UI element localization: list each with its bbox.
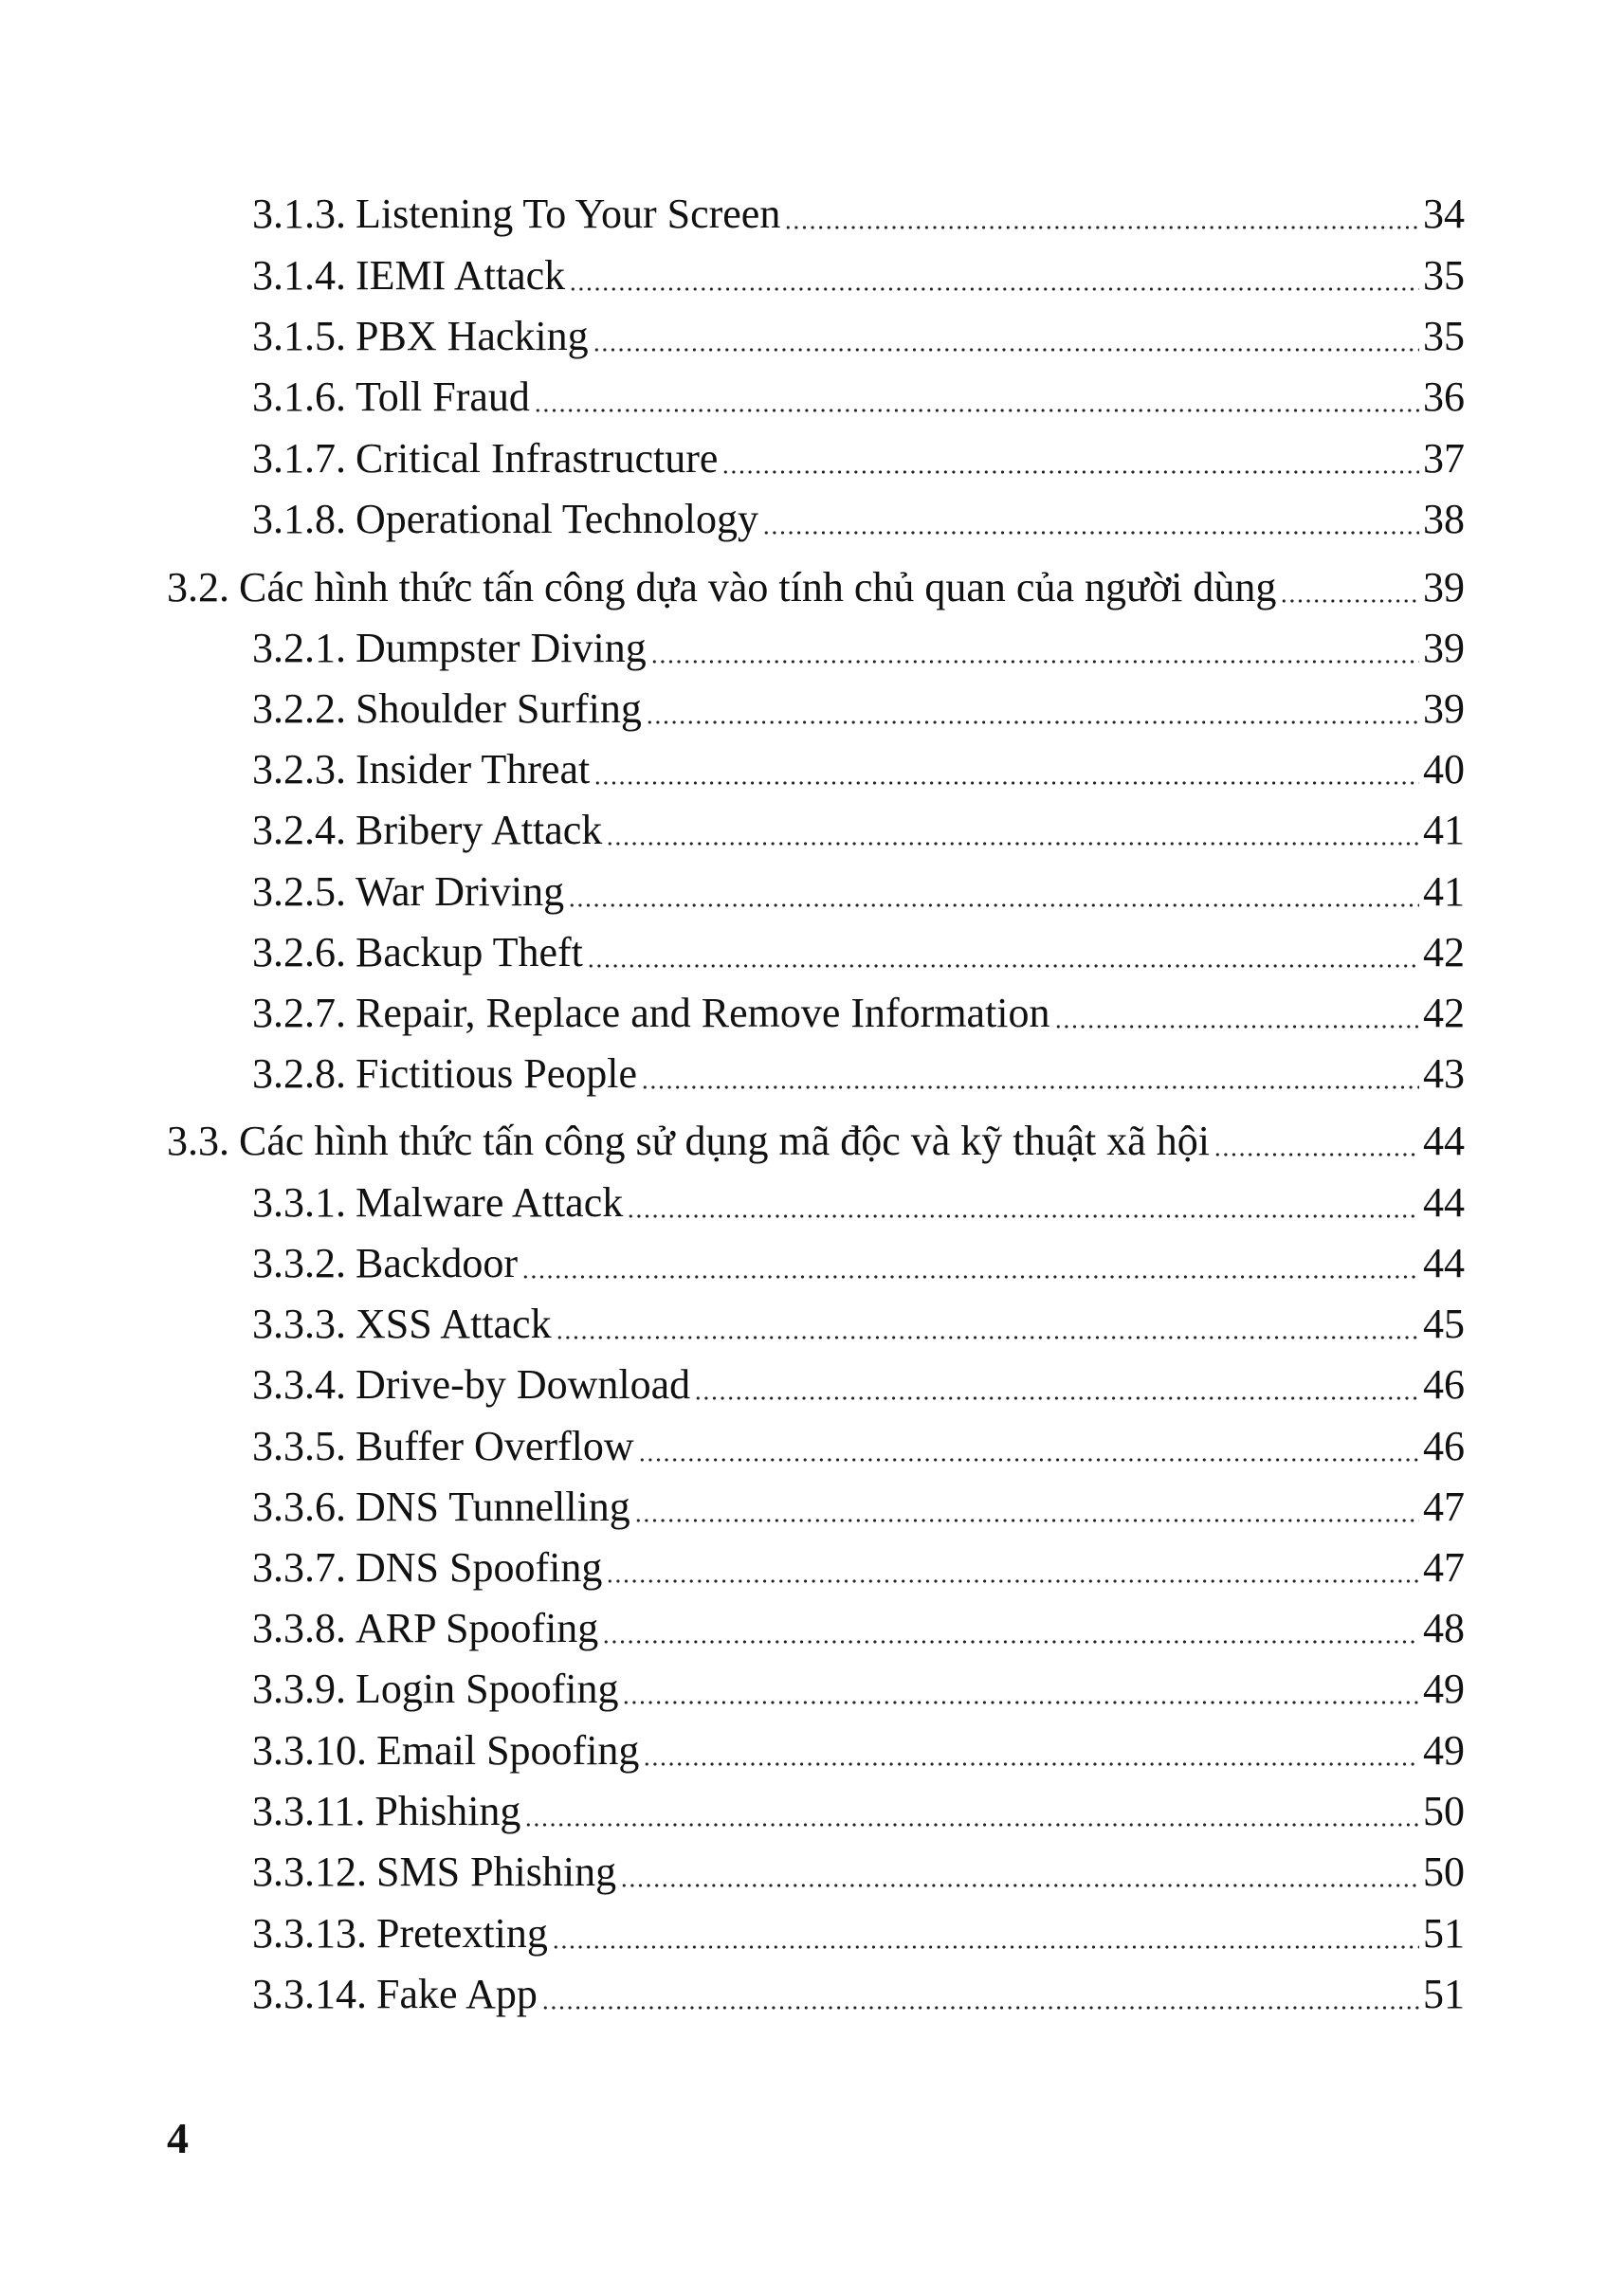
toc-section-entry bbox=[167, 1113, 1465, 1170]
toc-entry-title: DNS Spoofing bbox=[356, 1544, 603, 1591]
toc-entry-page: 39 bbox=[1423, 685, 1465, 732]
toc-entry-page: 39 bbox=[1423, 564, 1465, 610]
toc-dot-leader bbox=[521, 1275, 1419, 1279]
toc-subsection-entry bbox=[252, 186, 1465, 243]
toc-entry-title: Phishing bbox=[374, 1788, 521, 1834]
toc-dot-leader bbox=[646, 720, 1419, 724]
toc-entry-number: 3.3. bbox=[167, 1118, 229, 1164]
toc-entry-page: 42 bbox=[1423, 929, 1465, 975]
toc-entry-page: 46 bbox=[1423, 1423, 1465, 1469]
toc-entry-title: Buffer Overflow bbox=[356, 1423, 634, 1469]
toc-entry-number: 3.2. bbox=[167, 564, 229, 610]
toc-entry-title: Các hình thức tấn công sử dụng mã độc và kỹ thuật xã hội bbox=[239, 1118, 1211, 1164]
toc-subsection-entry bbox=[252, 369, 1465, 426]
toc-entry-number: 3.2.4. bbox=[252, 807, 346, 853]
toc-subsection-entry bbox=[252, 1539, 1465, 1596]
toc-dot-leader bbox=[593, 781, 1419, 785]
toc-dot-leader bbox=[534, 409, 1419, 412]
toc-entry-number: 3.3.5. bbox=[252, 1423, 346, 1469]
toc-entry-page: 35 bbox=[1423, 313, 1465, 359]
toc-subsection-entry bbox=[252, 1783, 1465, 1840]
toc-entry-title: Các hình thức tấn công dựa vào tính chủ quan của người dùng bbox=[239, 564, 1277, 610]
toc-entry-page: 50 bbox=[1423, 1788, 1465, 1834]
toc-entry-page: 47 bbox=[1423, 1544, 1465, 1591]
toc-dot-leader bbox=[1280, 599, 1419, 603]
toc-subsection-entry bbox=[252, 1046, 1465, 1102]
toc-dot-leader bbox=[641, 1085, 1419, 1089]
toc-entry-title: Repair, Replace and Remove Information bbox=[356, 990, 1050, 1036]
toc-entry-number: 3.2.2. bbox=[252, 685, 346, 732]
page-number: 4 bbox=[167, 2114, 189, 2162]
toc-dot-leader bbox=[694, 1396, 1419, 1400]
toc-entry-number: 3.3.3. bbox=[252, 1301, 346, 1347]
toc-entry-number: 3.3.9. bbox=[252, 1666, 346, 1712]
toc-entry-title: Fake App bbox=[376, 1971, 538, 2017]
toc-dot-leader bbox=[602, 1640, 1419, 1644]
toc-entry-title: Malware Attack bbox=[356, 1179, 624, 1226]
toc-entry-number: 3.1.8. bbox=[252, 496, 346, 542]
toc-dot-leader bbox=[524, 1823, 1419, 1827]
toc-entry-title: PBX Hacking bbox=[356, 313, 589, 359]
toc-entry-title: Insider Threat bbox=[356, 746, 591, 792]
toc-subsection-entry bbox=[252, 741, 1465, 798]
toc-section-entry bbox=[167, 559, 1465, 616]
toc-entry-number: 3.1.5. bbox=[252, 313, 346, 359]
toc-entry-number: 3.1.3. bbox=[252, 191, 346, 237]
toc-dot-leader bbox=[627, 1214, 1419, 1218]
toc-subsection-entry bbox=[252, 1844, 1465, 1901]
toc-entry-page: 48 bbox=[1423, 1605, 1465, 1651]
toc-dot-leader bbox=[634, 1519, 1419, 1522]
toc-entry-number: 3.1.7. bbox=[252, 435, 346, 482]
toc-entry-number: 3.2.8. bbox=[252, 1050, 346, 1097]
toc-dot-leader bbox=[762, 531, 1419, 535]
toc-entry-title: Login Spoofing bbox=[356, 1666, 619, 1712]
toc-entry-title: Dumpster Diving bbox=[356, 625, 647, 671]
toc-entry-title: Backdoor bbox=[356, 1240, 519, 1286]
toc-entry-title: Pretexting bbox=[376, 1910, 548, 1957]
toc-entry-page: 37 bbox=[1423, 435, 1465, 482]
toc-entry-title: DNS Tunnelling bbox=[356, 1484, 630, 1530]
toc-dot-leader bbox=[569, 287, 1419, 291]
toc-entry-page: 50 bbox=[1423, 1849, 1465, 1895]
toc-entry-number: 3.2.6. bbox=[252, 929, 346, 975]
toc-dot-leader bbox=[643, 1762, 1419, 1766]
toc-subsection-entry bbox=[252, 681, 1465, 738]
toc-entry-number: 3.3.11. bbox=[252, 1788, 366, 1834]
toc-dot-leader bbox=[784, 226, 1419, 229]
toc-subsection-entry bbox=[252, 1661, 1465, 1718]
toc-entry-number: 3.2.5. bbox=[252, 868, 346, 915]
toc-dot-leader bbox=[650, 660, 1419, 664]
toc-entry-number: 3.3.10. bbox=[252, 1727, 367, 1774]
toc-entry-title: Critical Infrastructure bbox=[356, 435, 719, 482]
toc-entry-page: 35 bbox=[1423, 252, 1465, 299]
toc-entry-page: 41 bbox=[1423, 868, 1465, 915]
toc-dot-leader bbox=[638, 1458, 1419, 1462]
toc-entry-title: Toll Fraud bbox=[356, 373, 530, 420]
toc-entry-page: 47 bbox=[1423, 1484, 1465, 1530]
toc-entry-page: 44 bbox=[1423, 1118, 1465, 1164]
toc-dot-leader bbox=[620, 1884, 1419, 1887]
toc-dot-leader bbox=[587, 964, 1419, 968]
toc-subsection-entry bbox=[252, 1966, 1465, 2023]
toc-entry-number: 3.3.8. bbox=[252, 1605, 346, 1651]
toc-entry-number: 3.2.1. bbox=[252, 625, 346, 671]
toc-dot-leader bbox=[606, 842, 1419, 846]
toc-entry-number: 3.3.14. bbox=[252, 1971, 367, 2017]
toc-entry-page: 43 bbox=[1423, 1050, 1465, 1097]
toc-entry-title: Listening To Your Screen bbox=[356, 191, 781, 237]
toc-subsection-entry bbox=[252, 1235, 1465, 1292]
toc-subsection-entry bbox=[252, 802, 1465, 859]
toc-entry-title: Backup Theft bbox=[356, 929, 583, 975]
toc-dot-leader bbox=[721, 470, 1419, 474]
toc-dot-leader bbox=[1213, 1153, 1419, 1157]
toc-entry-page: 36 bbox=[1423, 373, 1465, 420]
toc-entry-number: 3.3.7. bbox=[252, 1544, 346, 1591]
toc-entry-title: XSS Attack bbox=[356, 1301, 552, 1347]
toc-subsection-entry bbox=[252, 924, 1465, 981]
toc-subsection-entry bbox=[252, 308, 1465, 365]
toc-subsection-entry bbox=[252, 1722, 1465, 1779]
toc-entry-title: Shoulder Surfing bbox=[356, 685, 642, 732]
toc-subsection-entry bbox=[252, 1905, 1465, 1962]
toc-entry-page: 44 bbox=[1423, 1179, 1465, 1226]
toc-dot-leader bbox=[541, 2006, 1419, 2010]
toc-subsection-entry bbox=[252, 1296, 1465, 1353]
toc-subsection-entry bbox=[252, 985, 1465, 1042]
toc-entry-title: Operational Technology bbox=[356, 496, 758, 542]
toc-entry-number: 3.1.6. bbox=[252, 373, 346, 420]
toc-subsection-entry bbox=[252, 247, 1465, 304]
toc-subsection-entry bbox=[252, 491, 1465, 548]
toc-entry-page: 41 bbox=[1423, 807, 1465, 853]
toc-entry-page: 45 bbox=[1423, 1301, 1465, 1347]
toc-entry-page: 51 bbox=[1423, 1910, 1465, 1957]
toc-entry-number: 3.2.3. bbox=[252, 746, 346, 792]
toc-subsection-entry bbox=[252, 1175, 1465, 1231]
toc-subsection-entry bbox=[252, 1418, 1465, 1475]
toc-entry-number: 3.3.12. bbox=[252, 1849, 367, 1895]
toc-subsection-entry bbox=[252, 1600, 1465, 1657]
toc-entry-page: 49 bbox=[1423, 1666, 1465, 1712]
toc-entry-title: IEMI Attack bbox=[356, 252, 566, 299]
toc-entry-page: 34 bbox=[1423, 191, 1465, 237]
toc-dot-leader bbox=[568, 903, 1419, 907]
toc-entry-number: 3.3.4. bbox=[252, 1361, 346, 1408]
toc-entry-title: Drive-by Download bbox=[356, 1361, 691, 1408]
toc-dot-leader bbox=[556, 1336, 1419, 1339]
toc-subsection-entry bbox=[252, 620, 1465, 677]
toc-entry-number: 3.3.13. bbox=[252, 1910, 367, 1957]
toc-entry-page: 46 bbox=[1423, 1361, 1465, 1408]
toc-subsection-entry bbox=[252, 864, 1465, 920]
toc-entry-page: 39 bbox=[1423, 625, 1465, 671]
toc-entry-page: 49 bbox=[1423, 1727, 1465, 1774]
toc-subsection-entry bbox=[252, 1479, 1465, 1536]
toc-dot-leader bbox=[593, 348, 1419, 352]
toc-entry-title: Bribery Attack bbox=[356, 807, 603, 853]
toc-entry-number: 3.3.6. bbox=[252, 1484, 346, 1530]
toc-entry-title: War Driving bbox=[356, 868, 565, 915]
toc-entry-page: 40 bbox=[1423, 746, 1465, 792]
toc-dot-leader bbox=[1054, 1025, 1419, 1029]
toc-dot-leader bbox=[552, 1945, 1419, 1949]
toc-subsection-entry bbox=[252, 430, 1465, 487]
toc-entry-number: 3.1.4. bbox=[252, 252, 346, 299]
toc-entry-page: 42 bbox=[1423, 990, 1465, 1036]
toc-dot-leader bbox=[622, 1701, 1419, 1704]
toc-dot-leader bbox=[606, 1579, 1419, 1583]
toc-entry-page: 51 bbox=[1423, 1971, 1465, 2017]
toc-entry-title: Fictitious People bbox=[356, 1050, 637, 1097]
toc-entry-title: Email Spoofing bbox=[376, 1727, 640, 1774]
toc-entry-number: 3.3.1. bbox=[252, 1179, 346, 1226]
toc-entry-page: 44 bbox=[1423, 1240, 1465, 1286]
toc-subsection-entry bbox=[252, 1357, 1465, 1413]
toc-entry-page: 38 bbox=[1423, 496, 1465, 542]
toc-entry-number: 3.3.2. bbox=[252, 1240, 346, 1286]
toc-entry-title: ARP Spoofing bbox=[356, 1605, 599, 1651]
toc-entry-title: SMS Phishing bbox=[376, 1849, 617, 1895]
toc-entry-number: 3.2.7. bbox=[252, 990, 346, 1036]
